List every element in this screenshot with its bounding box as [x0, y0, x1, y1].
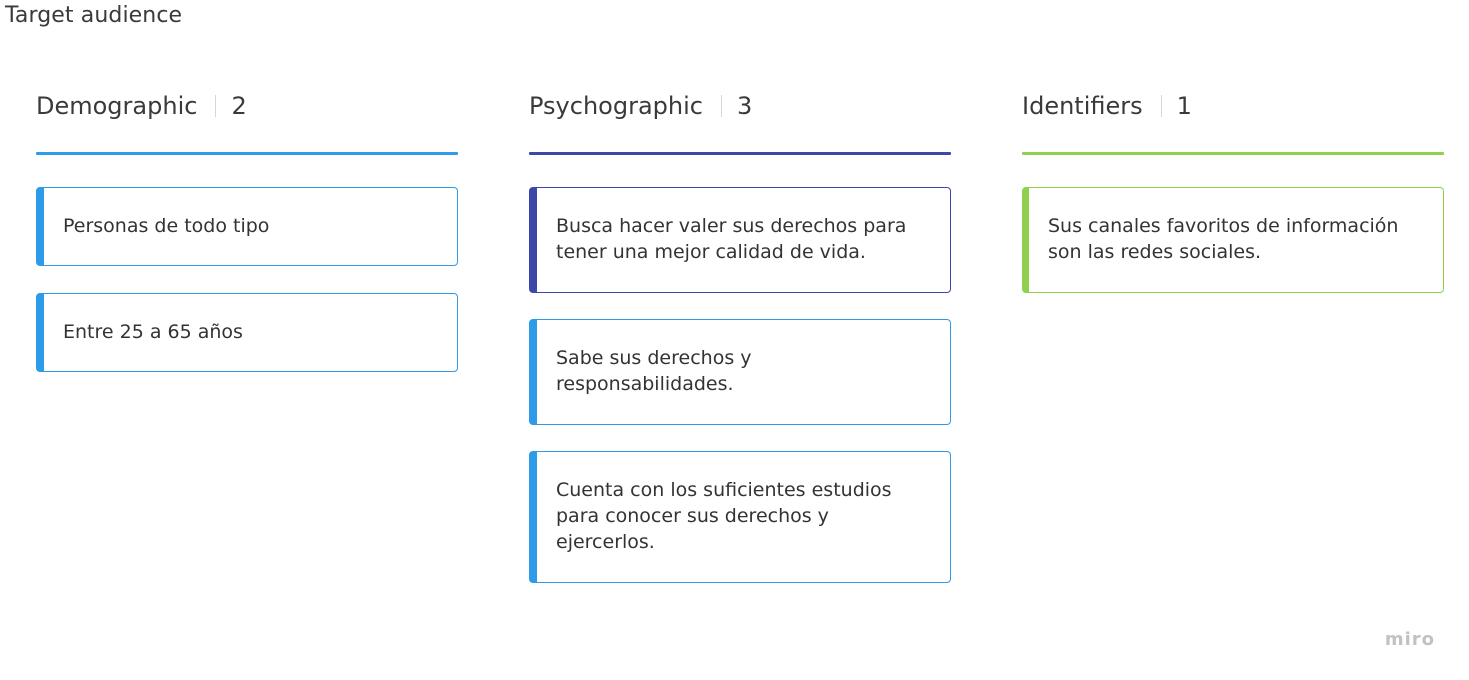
- board-title: Target audience: [5, 3, 183, 28]
- card-text: Sabe sus derechos y responsabilidades.: [556, 347, 752, 395]
- card-text: Personas de todo tipo: [63, 215, 270, 237]
- column-title: Identifiers: [1022, 92, 1143, 120]
- column-count: 3: [736, 92, 753, 120]
- column-header[interactable]: [1022, 88, 1192, 124]
- column-count: 1: [1176, 92, 1192, 120]
- column-count: 2: [231, 92, 247, 120]
- column-header-divider: [1161, 95, 1162, 117]
- card-text: Cuenta con los suficientes estudios para conocer sus derechos y ejercerlos.: [556, 479, 892, 553]
- column-header-divider: [215, 95, 216, 117]
- sticky-card[interactable]: [529, 319, 951, 425]
- sticky-card[interactable]: [529, 187, 951, 293]
- sticky-card[interactable]: [1022, 187, 1444, 293]
- column-accent-rule: [1022, 152, 1444, 155]
- sticky-card[interactable]: [36, 293, 458, 372]
- column-header-divider: [721, 95, 722, 117]
- column-header[interactable]: [529, 88, 752, 124]
- column-header[interactable]: [36, 88, 247, 124]
- column-title: Demographic: [36, 92, 198, 120]
- card-text: Busca hacer valer sus derechos para tener una mejor calidad de vida.: [556, 215, 907, 263]
- card-text: Entre 25 a 65 años: [63, 321, 243, 343]
- column-title: Psychographic: [529, 92, 703, 120]
- column-accent-rule: [529, 152, 951, 155]
- miro-logo: miro: [1384, 629, 1435, 650]
- sticky-card[interactable]: [529, 451, 951, 583]
- sticky-card[interactable]: [36, 187, 458, 266]
- card-text: Sus canales favoritos de información son las redes sociales.: [1048, 215, 1399, 263]
- column-accent-rule: [36, 152, 458, 155]
